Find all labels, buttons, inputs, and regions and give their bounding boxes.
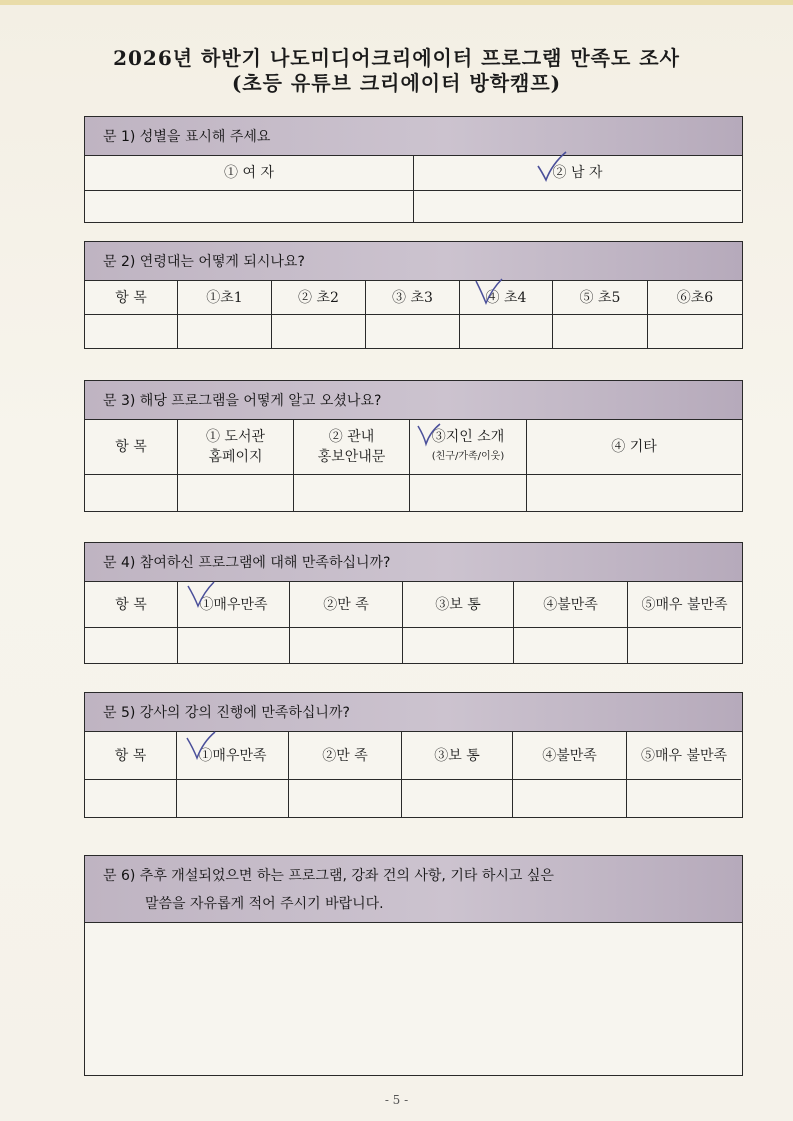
q3-option-1-line2: 홈페이지 bbox=[208, 449, 263, 465]
q2-option-6[interactable]: ⑥초6 bbox=[648, 281, 742, 315]
q6-free-answer-area[interactable] bbox=[85, 923, 742, 1075]
q4-option-5[interactable]: ⑤매우 불만족 bbox=[628, 582, 741, 628]
question-6-line-1: 문 6) 추후 개설되었으면 하는 프로그램, 강좌 건의 사항, 기타 하시고 싶은 bbox=[103, 868, 554, 884]
q3-option-2[interactable] bbox=[294, 420, 410, 475]
q4-option-1[interactable] bbox=[178, 582, 290, 628]
q4-answer-label bbox=[85, 628, 178, 663]
page-number: - 5 - bbox=[384, 1093, 409, 1107]
q1-answer-female[interactable] bbox=[85, 191, 414, 222]
q5-answer-5[interactable] bbox=[627, 780, 741, 817]
q3-option-3-line2: (친구/가족/이웃) bbox=[431, 451, 505, 462]
q5-option-2[interactable]: ②만 족 bbox=[289, 732, 402, 780]
question-4-header: 문 4) 참여하신 프로그램에 대해 만족하십니까? bbox=[85, 543, 742, 582]
q3-option-1-line1: ① 도서관 bbox=[205, 429, 266, 445]
q2-option-3[interactable]: ③ 초3 bbox=[366, 281, 460, 315]
q2-option-4-label: ④ 초4 bbox=[485, 289, 527, 306]
q3-option-4[interactable]: ④ 기타 bbox=[527, 420, 741, 475]
title-line-1: 2026년 하반기 나도미디어크리에이터 프로그램 만족도 조사 bbox=[113, 46, 680, 70]
q2-answer-1[interactable] bbox=[178, 315, 272, 348]
top-edge bbox=[0, 0, 793, 5]
question-3 bbox=[84, 380, 743, 512]
title-line-2: (초등 유튜브 크리에이터 방학캠프) bbox=[231, 71, 562, 95]
q5-answer-4[interactable] bbox=[513, 780, 627, 817]
q3-answer-1[interactable] bbox=[178, 475, 294, 511]
q4-option-4[interactable]: ④불만족 bbox=[514, 582, 628, 628]
q5-answer-3[interactable] bbox=[402, 780, 513, 817]
q3-option-3-line1: ③지인 소개 bbox=[431, 429, 505, 445]
q4-option-1-label: ①매우만족 bbox=[199, 596, 268, 613]
question-2-header: 문 2) 연령대는 어떻게 되시나요? bbox=[85, 242, 742, 281]
q4-answer-3[interactable] bbox=[403, 628, 514, 663]
question-4 bbox=[84, 542, 743, 664]
q4-option-2[interactable]: ②만 족 bbox=[290, 582, 403, 628]
question-5 bbox=[84, 692, 743, 818]
question-3-header: 문 3) 해당 프로그램을 어떻게 알고 오셨나요? bbox=[85, 381, 742, 420]
q3-option-2-line2: 홍보안내문 bbox=[317, 449, 386, 465]
q4-answer-5[interactable] bbox=[628, 628, 741, 663]
q4-option-3[interactable]: ③보 통 bbox=[403, 582, 514, 628]
q3-answer-label bbox=[85, 475, 178, 511]
q3-answer-2[interactable] bbox=[294, 475, 410, 511]
q5-option-4[interactable]: ④불만족 bbox=[513, 732, 627, 780]
q2-answer-3[interactable] bbox=[366, 315, 460, 348]
q5-option-1-label: ①매우만족 bbox=[198, 747, 267, 764]
page-title bbox=[0, 46, 793, 96]
q4-answer-1[interactable] bbox=[178, 628, 290, 663]
q1-option-male-label: ② 남 자 bbox=[552, 165, 603, 181]
q2-option-4[interactable] bbox=[460, 281, 553, 315]
q3-answer-4[interactable] bbox=[527, 475, 741, 511]
q2-answer-4[interactable] bbox=[460, 315, 553, 348]
q5-option-3[interactable]: ③보 통 bbox=[402, 732, 513, 780]
q2-answer-label bbox=[85, 315, 178, 348]
q2-answer-6[interactable] bbox=[648, 315, 742, 348]
q2-item-label: 항 목 bbox=[85, 281, 178, 315]
question-1-header: 문 1) 성별을 표시해 주세요 bbox=[85, 117, 742, 156]
question-6-line-2: 말씀을 자유롭게 적어 주시기 바랍니다. bbox=[145, 896, 384, 912]
q5-item-label: 항 목 bbox=[85, 732, 177, 780]
q3-answer-3[interactable] bbox=[410, 475, 527, 511]
q3-item-label: 항 목 bbox=[85, 420, 178, 475]
q2-option-1[interactable]: ①초1 bbox=[178, 281, 272, 315]
q5-option-1[interactable] bbox=[177, 732, 289, 780]
q2-answer-2[interactable] bbox=[272, 315, 366, 348]
q1-answer-male[interactable] bbox=[414, 191, 741, 222]
question-2 bbox=[84, 241, 743, 349]
q2-option-5[interactable]: ⑤ 초5 bbox=[553, 281, 648, 315]
q2-answer-5[interactable] bbox=[553, 315, 648, 348]
q2-option-2[interactable]: ② 초2 bbox=[272, 281, 366, 315]
q5-answer-1[interactable] bbox=[177, 780, 289, 817]
question-6 bbox=[84, 855, 743, 1076]
question-1 bbox=[84, 116, 743, 223]
question-6-header bbox=[85, 856, 742, 923]
q5-option-5[interactable]: ⑤매우 불만족 bbox=[627, 732, 741, 780]
q4-answer-2[interactable] bbox=[290, 628, 403, 663]
q4-item-label: 항 목 bbox=[85, 582, 178, 628]
q3-option-3[interactable] bbox=[410, 420, 527, 475]
q5-answer-2[interactable] bbox=[289, 780, 402, 817]
q4-answer-4[interactable] bbox=[514, 628, 628, 663]
q1-option-female[interactable]: ① 여 자 bbox=[85, 156, 414, 191]
q3-option-2-line1: ② 관내 bbox=[328, 429, 375, 445]
q5-answer-label bbox=[85, 780, 177, 817]
q3-option-1[interactable] bbox=[178, 420, 294, 475]
q1-option-male[interactable] bbox=[414, 156, 741, 191]
question-5-header: 문 5) 강사의 강의 진행에 만족하십니까? bbox=[85, 693, 742, 732]
